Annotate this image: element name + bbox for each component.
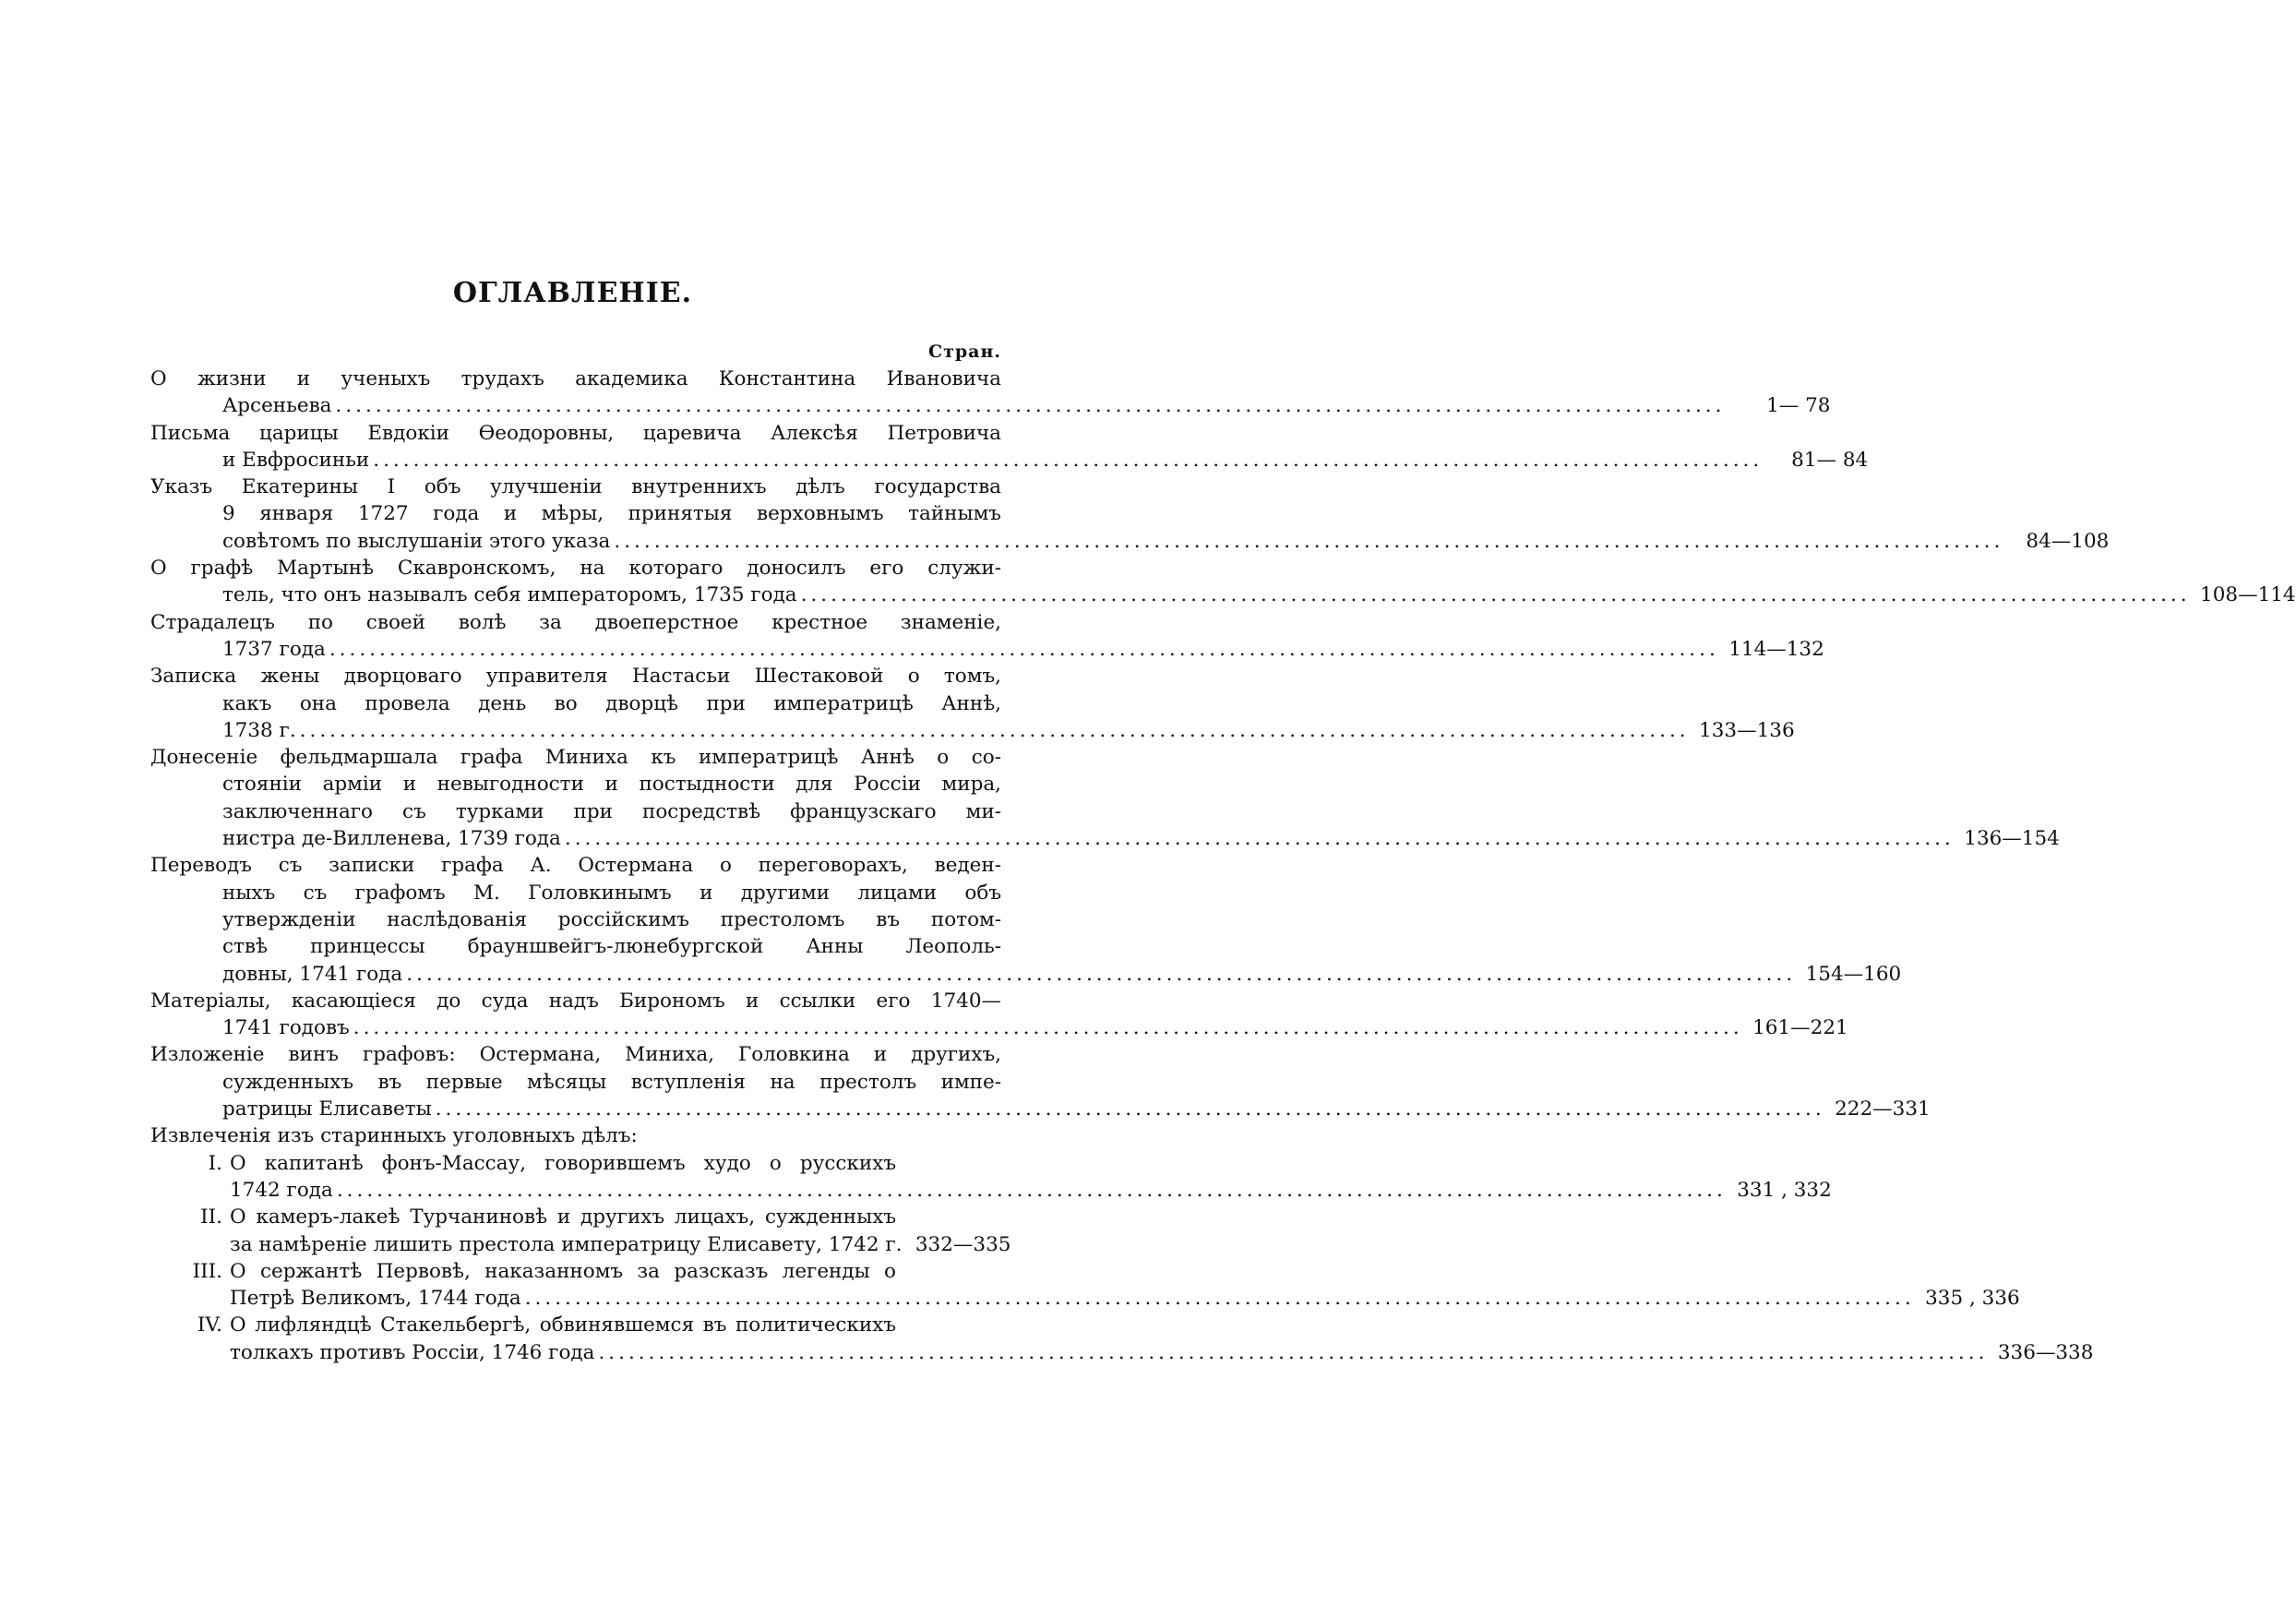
toc-entry-line: Изложеніе винъ графовъ: Остермана, Миниха, Головкина и другихъ, (150, 1043, 1001, 1067)
toc-subentry-first-line (150, 1204, 1001, 1230)
toc-entry-line: Донесеніе фельдмаршала графа Миниха къ императрицѣ Аннѣ о со- (150, 746, 1001, 770)
toc-entry (150, 1041, 1931, 1122)
toc-entry-line: Записка жены дворцоваго управителя Настасьи Шестаковой о томъ, (150, 665, 1001, 689)
toc-subentry-first-line (150, 1258, 1001, 1285)
page-range: 108—114 (2200, 583, 2296, 607)
toc-entry-last-line (150, 582, 2296, 608)
toc-entry-title-end: совѣтомъ по выслушаніи этого указа (222, 529, 611, 553)
dot-leader: ........................................................................................................................................... (329, 637, 1719, 661)
dot-leader: ........................................................................................................................................... (373, 448, 1764, 472)
toc-entry (150, 852, 1902, 987)
toc-subentries (150, 1150, 2094, 1366)
page-title: ОГЛАВЛЕНІЕ. (452, 277, 693, 309)
toc-entry-last-line (150, 1096, 1931, 1122)
dot-leader: ........................................................................................................................................... (299, 718, 1690, 742)
toc-entry-title-end: толкахъ противъ Россіи, 1746 года (230, 1340, 595, 1364)
toc-entry-line: утвержденіи наслѣдованія россійскимъ престоломъ въ потом- (222, 907, 1001, 931)
toc-entry-last-line (150, 1177, 1832, 1204)
toc-subentry (150, 1204, 1011, 1258)
toc-entry-title-end: 1741 годовъ (222, 1016, 350, 1040)
table-of-contents (150, 340, 2296, 1366)
toc-entry-title-end: 1737 года (222, 637, 326, 661)
section-heading: Извлеченія изъ старинныхъ уголовныхъ дѣлъ: (150, 1124, 638, 1148)
toc-entry-title-end: и Евфросиньи (222, 448, 370, 472)
page-range: 1— 78 (1766, 394, 1831, 418)
toc-subentry (150, 1258, 2020, 1313)
toc-entry-line: О жизни и ученыхъ трудахъ академика Константина Ивановича (150, 367, 1001, 390)
page-range: 161—221 (1752, 1016, 1848, 1040)
toc-entry-line: Переводъ съ записки графа А. Остермана о переговорахъ, веден- (150, 854, 1001, 878)
page-range: 133—136 (1699, 718, 1795, 742)
toc-entry-title-end: тель, что онъ называлъ себя императоромъ, 1735 года (222, 583, 797, 607)
toc-entry-line: Страдалецъ по своей волѣ за двоеперстное крестное знаменіе, (150, 610, 1001, 634)
page-range: 332—335 (915, 1232, 1011, 1256)
toc-subentry-title: О капитанѣ фонъ-Массау, говорившемъ худо о русскихъ (230, 1151, 896, 1175)
roman-numeral: IV. (197, 1313, 222, 1337)
toc-entry-title-end: за намѣреніе лишить престола императрицу Елисавету, 1742 г. (230, 1232, 903, 1256)
toc-entry-line: стояніи арміи и невыгодности и постыдности для Россіи мира, (222, 773, 1001, 797)
page-range: 335 , 336 (1925, 1287, 2020, 1311)
toc-entry-line: 9 января 1727 года и мѣры, принятыя верховнымъ тайнымъ (222, 502, 1001, 526)
pages-column-header: Стран. (927, 342, 1001, 362)
toc-entry-last-line (150, 961, 1902, 988)
toc-entry-title-end: довны, 1741 года (222, 962, 403, 986)
toc-entry-line: О графѣ Мартынѣ Скавронскомъ, на котораго доносилъ его служи- (150, 557, 1001, 581)
toc-entry-last-line (150, 528, 2110, 555)
toc-entry-last-line (150, 392, 1831, 419)
toc-entry-line: ныхъ съ графомъ М. Головкинымъ и другими лицами объ (222, 881, 1001, 905)
toc-entry (150, 663, 1795, 744)
toc-entry-line: заключеннаго съ турками при посредствѣ французскаго ми- (222, 799, 1001, 823)
page-range: 136—154 (1964, 827, 2060, 851)
toc-entry-last-line (150, 636, 1824, 663)
toc-entry-last-line (150, 1339, 2094, 1366)
toc-entry-line: сужденныхъ въ первые мѣсяцы вступленія на престолъ импе- (222, 1070, 1001, 1094)
toc-entry (150, 420, 1869, 474)
page-range: 331 , 332 (1737, 1178, 1832, 1202)
dot-leader: ........................................................................................................................................... (614, 529, 2004, 553)
roman-numeral: I. (208, 1151, 222, 1175)
dot-leader: ........................................................................................................................................... (353, 1016, 1743, 1040)
toc-entry (150, 366, 1831, 420)
toc-entry-last-line (150, 1231, 1011, 1258)
toc-subentry-first-line (150, 1312, 1001, 1338)
page-range: 114—132 (1728, 637, 1824, 661)
toc-entry-title-end: Петрѣ Великомъ, 1744 года (230, 1287, 521, 1311)
toc-subentry-first-line (150, 1150, 1001, 1177)
toc-entry-title-end: нистра де-Вилленева, 1739 года (222, 827, 561, 851)
page-range: 154—160 (1805, 962, 1902, 986)
toc-entry-line: Письма царицы Евдокіи Ѳеодоровны, царевича Алексѣя Петровича (150, 421, 1001, 445)
toc-entries (150, 366, 2296, 1122)
toc-entry-line: какъ она провела день во дворцѣ при императрицѣ Аннѣ, (222, 691, 1001, 715)
toc-entry (150, 609, 1824, 664)
toc-entry-line: Матеріалы, касающіеся до суда надъ Бирономъ и ссылки его 1740— (150, 989, 1001, 1013)
toc-entry-last-line (150, 825, 2060, 852)
toc-entry (150, 474, 2110, 555)
toc-subentry-title: О камеръ-лакеѣ Турчаниновѣ и другихъ лицахъ, сужденныхъ (230, 1205, 896, 1229)
toc-subentry (150, 1312, 2094, 1366)
toc-entry-title-end: ратрицы Елисаветы (222, 1097, 432, 1121)
toc-subentry-title: О сержантѣ Первовѣ, наказанномъ за разсказъ легенды о (230, 1259, 896, 1283)
toc-entry-title-end: 1742 года (230, 1178, 333, 1202)
dot-leader: ........................................................................................................................................... (598, 1340, 1989, 1364)
page-range: 222—331 (1835, 1097, 1931, 1121)
dot-leader: ........................................................................................................................................... (524, 1287, 1915, 1311)
dot-leader: ........................................................................................................................................... (564, 827, 1955, 851)
page-range: 84—108 (2026, 529, 2110, 553)
dot-leader: ........................................................................................................................................... (406, 962, 1797, 986)
toc-subentry-title: О лифляндцѣ Стакельбергѣ, обвинявшемся въ политическихъ (230, 1313, 896, 1337)
toc-entry (150, 988, 1848, 1042)
toc-entry-line: Указъ Екатерины I объ улучшеніи внутреннихъ дѣлъ государства (150, 475, 1001, 499)
dot-leader: ........................................................................................................................................... (800, 583, 2191, 607)
toc-subentry (150, 1150, 1832, 1205)
toc-entry-last-line (150, 1014, 1848, 1041)
dot-leader: ........................................................................................................................................... (435, 1097, 1825, 1121)
toc-entry-last-line (150, 717, 1795, 744)
toc-entry-title-end: 1738 г. (222, 718, 296, 742)
page-range: 81— 84 (1791, 448, 1869, 472)
roman-numeral: III. (192, 1259, 222, 1283)
dot-leader: ........................................................................................................................................... (336, 1178, 1727, 1202)
dot-leader: ........................................................................................................................................... (335, 394, 1726, 418)
roman-numeral: II. (200, 1205, 222, 1229)
toc-entry (150, 555, 2296, 609)
toc-entry-title-end: Арсеньева (222, 394, 332, 418)
toc-entry-last-line (150, 1285, 2020, 1312)
toc-entry (150, 744, 2060, 852)
toc-entry-last-line (150, 447, 1869, 474)
page-range: 336—338 (1997, 1340, 2094, 1364)
toc-entry-line: ствѣ принцессы брауншвейгъ-люнебургской Анны Леополь- (222, 935, 1001, 959)
